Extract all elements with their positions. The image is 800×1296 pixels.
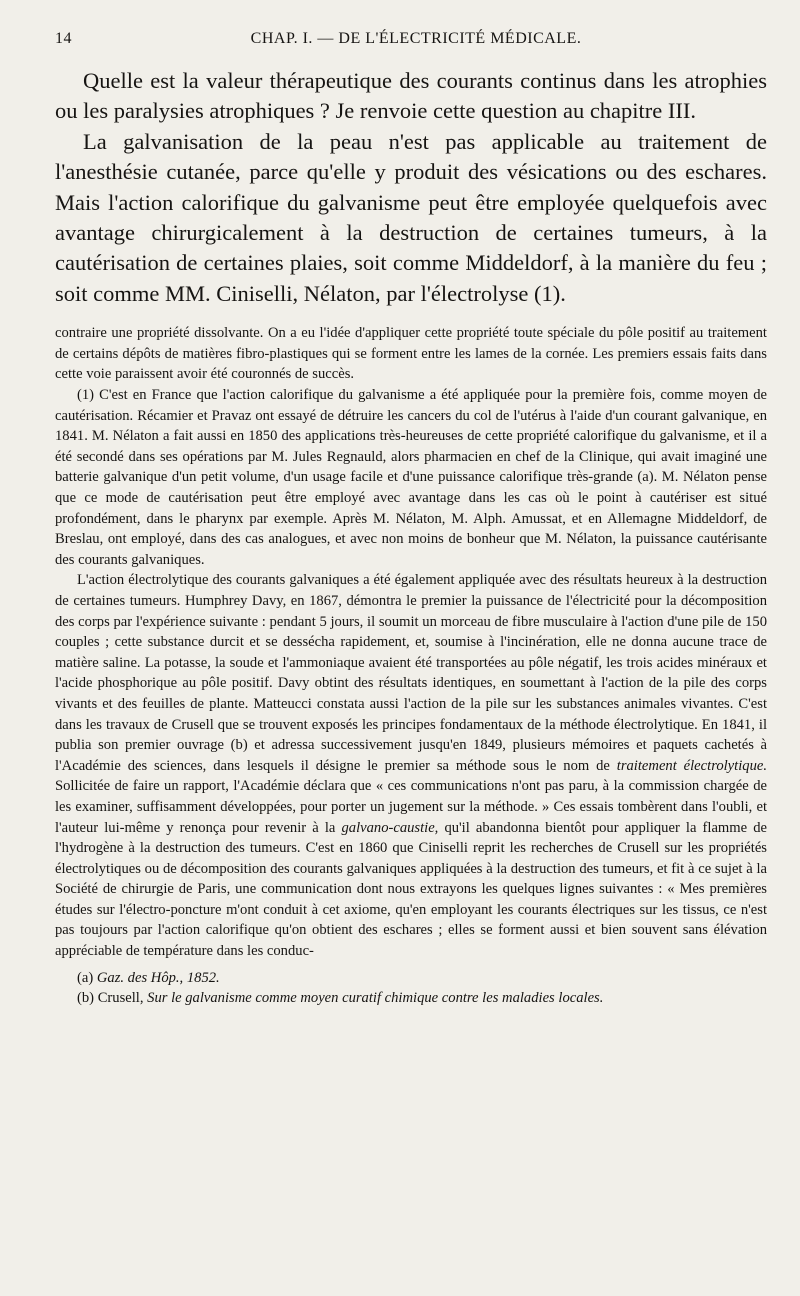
reference-a (55, 968, 767, 989)
reference-a-mark: (a) (77, 969, 94, 986)
main-text (55, 66, 767, 309)
footnote-italic-term-1: traitement électrolytique. (616, 757, 767, 774)
footnote-italic-term-2: galvano-caustie, (341, 819, 439, 836)
reference-b (55, 988, 767, 1009)
page (55, 30, 767, 1009)
footnote-continuation: contraire une propriété dissolvante. On a eu l'idée d'appliquer cette propriété toute spéciale du pôle positif au traitement de certains dépôts de matières fibro-plastiques qui se forment entre les lames de la cornée. Les premiers essais faits dans cette voie paraissent avoir été couronnés de succès. (55, 325, 767, 383)
reference-b-title: Sur le galvanisme comme moyen curatif chimique contre les maladies locales. (147, 990, 604, 1007)
running-head (55, 30, 767, 48)
page-number: 14 (55, 30, 72, 47)
footnote-text-part-1: L'action électrolytique des courants galvaniques a été également appliquée avec des résultats heureux à la destruction de certaines tumeurs. Humphrey Davy, en 1867, démontra le premier la puissance de l'électricité pour la décomposition des corps par l'expérience suivante : pendant 5 jours, il soumit un morceau de fibre musculaire à l'action d'une pile de 150 couples ; cette substance durcit et se dessécha rapidement, et, soumise à l'incinération, elle ne donna aucune trace de matière saline. La potasse, la soude et l'ammoniaque avaient été transportées au pôle négatif, les trois acides minéraux et l'acide phosphorique au pôle positif. Davy obtint des résultats identiques, en soumettant à l'action de la pile des corps vivants et des feuilles de plante. Matteucci constata aussi l'action de la pile sur les substances animales vivantes. C'est dans les travaux de Crusell que se trouvent exposés les principes fondamentaux de la méthode électrolytique. En 1841, il publia son premier ouvrage (b) et adressa successivement jusqu'en 1849, plusieurs mémoires et paquets cachetés à l'Académie des sciences, dans lesquels il désigne le premier sa méthode sous le nom de (55, 572, 767, 774)
running-title: CHAP. I. — DE L'ÉLECTRICITÉ MÉDICALE. (250, 30, 582, 47)
footnote-text-part-3: qu'il abandonna bientôt pour appliquer la flamme de l'hydrogène à la destruction des tumeurs. C'est en 1860 que Ciniselli reprit les recherches de Crusell sur les propriétés électrolytiques ou de décomposition des courants galvaniques appliquées à la destruction des tumeurs, et fit à ce sujet à la Société de chirurgie de Paris, une communication dont nous extrayons les quelques lignes suivantes : « Mes premières études sur l'électro-poncture m'ont conduit à cet axiome, qu'en employant les courants électriques sur les tissus, ce n'est pas toujours par l'action calorifique qu'on obtient des eschares ; elles se forment aussi et bien souvent sans élévation appréciable de température dans les conduc- (55, 819, 767, 960)
main-paragraph-2: La galvanisation de la peau n'est pas applicable au traitement de l'anesthésie cutanée, parce qu'elle y produit des vésications ou des eschares. Mais l'action calorifique du galvanisme peut être employée quelquefois avec avantage chirurgicalement à la destruction de certaines tumeurs, à la cautérisation de certaines plaies, soit comme Middeldorf, à la manière du feu ; soit comme MM. Ciniselli, Nélaton, par l'électrolyse (1). (55, 128, 767, 306)
reference-b-mark: (b) (77, 990, 95, 1007)
footnote-1-paragraph-2 (55, 570, 767, 961)
footnote-text-part-2: Sollicitée de faire un rapport, l'Académie déclara que « ces communications n'ont pas paru, à la commission chargée de les examiner, suffisamment développées, pour porter un jugement sur la méthode. » Ces essais tombèrent dans l'oubli, et l'auteur lui-même y renonça pour revenir à la (55, 778, 767, 836)
references (55, 968, 767, 1009)
reference-a-text: Gaz. des Hôp., 1852. (96, 969, 220, 986)
footnote-1: (1) C'est en France que l'action calorifique du galvanisme a été appliquée pour la première fois, comme moyen de cautérisation. Récamier et Pravaz ont essayé de détruire les cancers du col de l'utérus à l'aide d'un courant galvanique, en 1841. M. Nélaton a fait aussi en 1850 des applications très-heureuses de cette propriété calorifique du galvanisme, et il a été secondé dans ses opérations par M. Jules Regnauld, alors pharmacien en chef de la Clinique, qui avait imaginé une batterie galvanique d'un petit volume, d'un usage facile et d'une puissance calorifique très-grande (a). M. Nélaton pense que ce mode de cautérisation peut être employé avec avantage dans les cas où le point à cautériser est situé profondément, dans le pharynx par exemple. Après M. Nélaton, M. Alph. Amussat, et en Allemagne Middeldorf, de Breslau, ont employé, dans des cas analogues, et avec non moins de bonheur que M. Nélaton, la puissance cautérisante des courants galvaniques. (55, 387, 767, 568)
footnotes (55, 323, 767, 961)
reference-b-author: Crusell, (97, 990, 144, 1007)
main-paragraph-1: Quelle est la valeur thérapeutique des courants continus dans les atrophies ou les paralysies atrophiques ? Je renvoie cette question au chapitre III. (55, 68, 767, 124)
